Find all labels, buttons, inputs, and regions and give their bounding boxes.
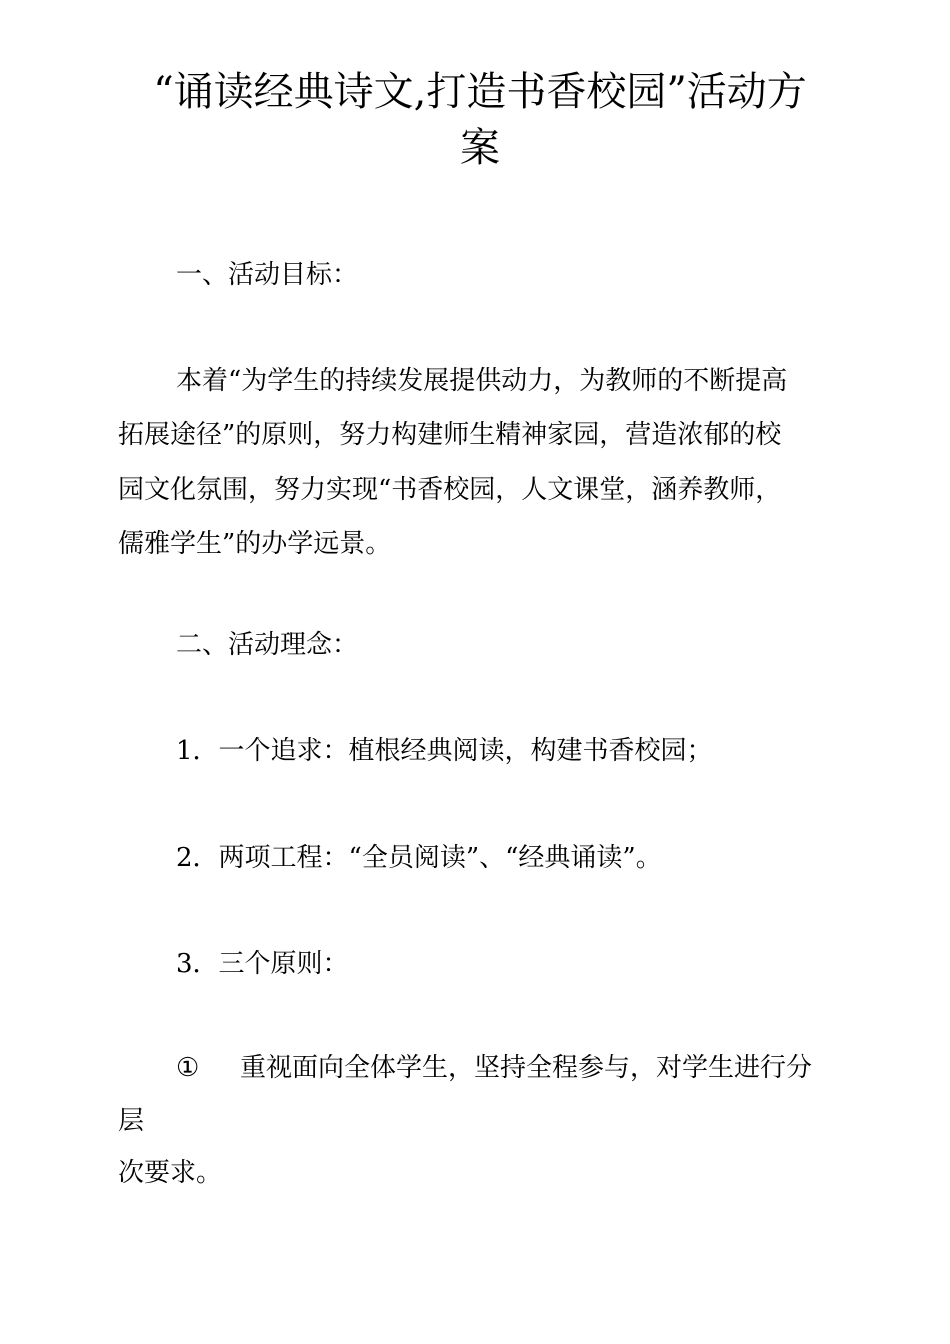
principle-marker: ①: [176, 1053, 200, 1083]
goals-paragraph-line-1: 本着“为学生的持续发展提供动力，为教师的不断提高: [176, 366, 788, 396]
concept-item-2: 2．两项工程：“全员阅读”、“经典诵读”。: [176, 843, 662, 873]
principle-1-line-2: 层: [118, 1106, 145, 1136]
section-heading-concepts: 二、活动理念：: [176, 630, 359, 660]
goals-paragraph-line-3: 园文化氛围，努力实现“书香校园，人文课堂，涵养教师，: [118, 475, 782, 505]
document-title-line-2: 案: [460, 125, 500, 171]
concept-item-1: 1．一个追求：植根经典阅读，构建书香校园；: [176, 736, 713, 766]
concept-item-3: 3．三个原则：: [176, 949, 349, 979]
principle-1-line-3: 次要求。: [118, 1158, 223, 1188]
goals-paragraph-line-2: 拓展途径”的原则，努力构建师生精神家园，营造浓郁的校: [118, 420, 782, 450]
principle-1-line-1: 重视面向全体学生，坚持全程参与，对学生进行分: [240, 1053, 813, 1083]
goals-paragraph-line-4: 儒雅学生”的办学远景。: [118, 529, 392, 559]
section-heading-goals: 一、活动目标：: [176, 260, 359, 290]
document-title-line-1: “诵读经典诗文,打造书香校园”活动方: [153, 69, 807, 115]
